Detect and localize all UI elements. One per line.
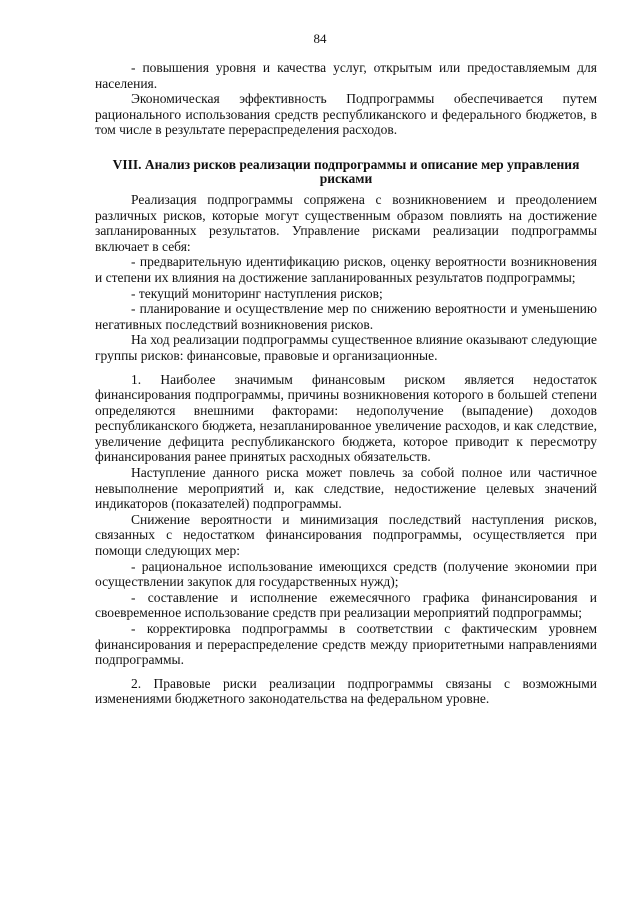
document-body xyxy=(95,60,597,707)
paragraph: - повышения уровня и качества услуг, открытым или предоставляемым для населения. xyxy=(95,60,597,91)
list-item: - составление и исполнение ежемесячного графика финансирования и своевременное использование средств при реализации мероприятий подпрограммы; xyxy=(95,589,597,621)
paragraph: 2. Правовые риски реализации подпрограммы связаны с возможными изменениями бюджетного законодательства на федеральном уровне. xyxy=(95,675,597,707)
paragraph: На ход реализации подпрограммы существенное влияние оказывают следующие группы рисков: финансовые, правовые и организационные. xyxy=(95,332,597,363)
paragraph: 1. Наиболее значимым финансовым риском является недостаток финансирования подпрограммы, причины возникновения которого в большей степени определяются внешними факторами: недополучение (выпадение) доходов республиканского бюджета, незапланированное увеличение расходов, и как следствие, увеличение дефицита республиканского бюджета, которое приводит к пересмотру финансирования ранее принятых расходных обязательств. xyxy=(95,371,597,465)
list-item: - корректировка подпрограммы в соответствии с фактическим уровнем финансирования и перераспределение средств между приоритетными направлениями подпрограммы. xyxy=(95,621,597,668)
list-item: - текущий мониторинг наступления рисков; xyxy=(131,285,383,301)
paragraph: Реализация подпрограммы сопряжена с возникновением и преодолением различных рисков, которые могут существенным образом повлиять на достижение запланированных результатов. Управление рисками реализации подпрограммы включает в себя: xyxy=(95,191,597,254)
list-item: - планирование и осуществление мер по снижению вероятности и уменьшению негативных последствий возникновения рисков. xyxy=(95,301,597,332)
paragraph: Наступление данного риска может повлечь за собой полное или частичное невыполнение мероприятий и, как следствие, недостижение целевых значений индикаторов (показателей) подпрограммы. xyxy=(95,465,597,512)
list-item: - предварительную идентификацию рисков, оценку вероятности возникновения и степени их влияния на достижение запланированных результатов подпрограммы; xyxy=(95,254,597,285)
section-heading: VIII. Анализ рисков реализации подпрограммы и описание мер управления рисками xyxy=(112,156,580,186)
paragraph: Снижение вероятности и минимизация последствий наступления рисков, связанных с недостатком финансирования подпрограммы, осуществляется при помощи следующих мер: xyxy=(95,511,597,559)
paragraph: Экономическая эффективность Подпрограммы обеспечивается путем рационального использования средств республиканского и федерального бюджетов, в том числе в результате перераспределения расходов. xyxy=(95,91,597,138)
list-item: - рациональное использование имеющихся средств (получение экономии при осуществлении закупок для государственных нужд); xyxy=(95,558,597,590)
page-number: 84 xyxy=(313,31,327,46)
